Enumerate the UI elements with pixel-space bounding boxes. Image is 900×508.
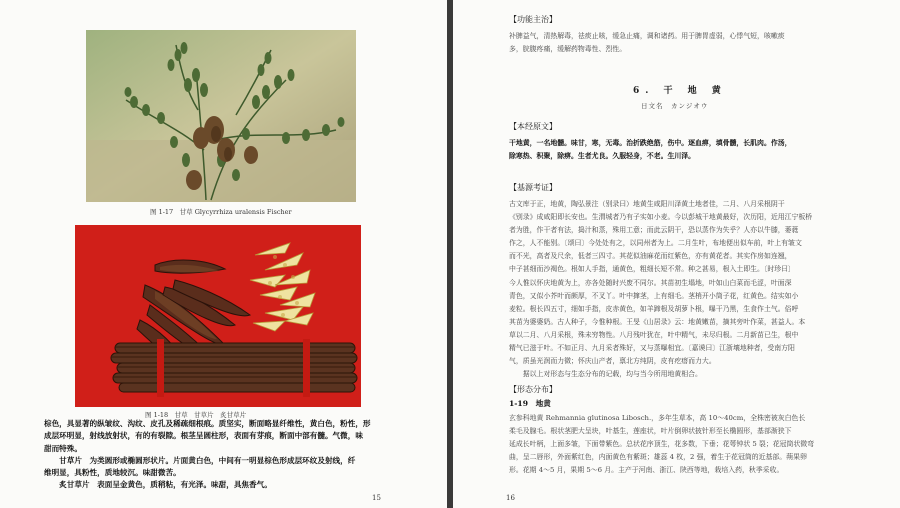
morphology-line: 柔毛及腺毛。根状茎肥大呈块，叶基生，莲座状，叶片倒卵状披针形至长椭圆形，基部渐狭下	[509, 427, 792, 436]
licorice-plant-photo	[86, 30, 356, 202]
description-line: 维明显，具粉性，质地较沉。味甜微苦。	[44, 468, 181, 478]
research-line: 精气已滋于叶。不如正月、九月采者殊好，又与蒸曝相宜。〔嘉谟曰〕江浙壤地种者，受南方阳	[509, 344, 795, 353]
research-line: 者为胜，作干者有法，捣汁和蒸，殊用工意；而此云阴干，恐以蒸作为失乎？人亦以牛膝，萎蕤	[509, 226, 799, 235]
research-line: 据以上对形态与生态分布的记载，均与当今所用地黄相合。	[509, 370, 702, 379]
morphology-line: 曲，呈二唇形，外面紫红色，内面黄色有紫斑；雄蕊 4 枚，2 强，着生于花冠筒的近基部。蒴果卵	[509, 453, 807, 462]
research-line: 草以二月、八月采根，殊未穷物性。八月残叶犹在，叶中精气，未尽归根。二月新苗已生，根中	[509, 330, 799, 339]
left-page	[0, 0, 447, 508]
original-line: 干地黄，一名地髓。味甘，寒，无毒。治折跌绝筋，伤中。逐血痹，填骨髓，长肌肉。作汤，	[509, 139, 792, 147]
research-line: 麦粒。根长四五寸，细如手指，皮赤黄色，如羊蹄根及胡萝卜根，曝干乃黑，生食作土气。俗呼	[509, 304, 799, 313]
research-line: 今人惟以怀庆地黄为上，亦各处随时兴废不同尔。其苗初生塌地，叶如山白菜而毛涩，叶面深	[509, 278, 792, 287]
herb-title: 6. 干 地 黄	[633, 86, 727, 96]
section-heading-efficacy: 【功能主治】	[509, 15, 557, 24]
morphology-line: 形。花期 4～5 月，果期 5～6 月。主产于河南、浙江、陕西等地，栽培入药，秋季采收。	[509, 466, 784, 475]
efficacy-line: 补脾益气，清热解毒，祛痰止咳，缓急止痛，调和诸药。用于脾胃虚弱，心悸气短，咳嗽痰	[509, 32, 785, 40]
right-page	[453, 0, 900, 508]
morphology-text	[509, 412, 881, 477]
figure-1-19-label: 1-19 地黄	[509, 399, 551, 408]
research-line: 作之，人不能别。〔颂曰〕今处处有之，以同州者为上。二月生叶，布地便出似车前，叶上有皱文	[509, 239, 802, 248]
herb-description	[44, 418, 416, 492]
original-text	[509, 137, 881, 162]
figure-1-18-caption: 图 1-18 甘草 甘草片 炙甘草片	[145, 411, 247, 419]
section-heading-research: 【基源考证】	[509, 183, 557, 192]
description-line: 棕色，具显著的纵皱纹、沟纹、皮孔及稀疏细根痕。质坚实，断面略显纤维性，黄白色，粉性，形	[44, 419, 371, 428]
morphology-line: 玄参科地黄 Rehmannia glutinosa Libosch.，多年生草本，高 10～40cm，全株密被灰白色长	[509, 414, 806, 422]
research-line: 古文库于正，地黄，陶弘景注（别录曰）地黄生咸阳川泽黄土地者佳，二月、八月采根阴干	[509, 200, 785, 208]
japanese-name: 日文名 カンジオウ	[641, 102, 709, 110]
morphology-line: 延成长叶柄，上面多皱，下面带紫色。总状花序顶生，花多数，下垂；花萼钟状 5 裂；花冠筒状微弯	[509, 440, 815, 449]
research-line: 气，质虽光润而力微；怀庆山产者，禀北方纯阴，皮有疙瘩而力大。	[509, 357, 716, 366]
page-number: 15	[372, 494, 381, 502]
description-line: 成层环明显，射线放射状，有的有裂隙。根茎呈圆柱形，表面有芽痕，断面中部有髓。气微，味	[44, 431, 363, 441]
research-text	[509, 198, 881, 381]
figure-1-17-caption: 图 1-17 甘草 Glycyrrhiza uralensis Fischer	[150, 208, 292, 216]
efficacy-line: 多，脘腹疼痛，缓解药物毒性、烈性。	[509, 45, 627, 54]
original-line: 除寒热、积聚，除痹。生者尤良。久服轻身，不老。生川泽。	[509, 151, 696, 160]
research-line: 青色，又似小芥叶而颇厚，不叉丫。叶中撺茎，上有细毛。茎梢开小筒子花，红黄色。结实如小	[509, 291, 799, 300]
section-heading-morphology: 【形态分布】	[509, 385, 557, 394]
page-number: 16	[506, 494, 515, 502]
description-line: 甘草片 为类圆形或椭圆形状片。片面黄白色，中间有一明显棕色形成层环纹及射线，纤	[44, 455, 356, 465]
research-line: 而不光，高者及尺余，低者三四寸。其花似油麻花而红紫色，亦有黄花者。其实作房如连翘，	[509, 252, 792, 261]
section-heading-original-text: 【本经原文】	[509, 122, 557, 131]
research-line: 其苗为婆婆奶。古人种子，今惟种根。王旻《山居录》云：地黄嫩苗，摘其旁叶作菜，甚益人。本	[509, 317, 806, 326]
licorice-roots-photo	[75, 225, 361, 407]
research-line: 中子甚细而沙褐色。根如人手指，通黄色，粗细长短不常。种之甚易，根入土即生。〔时珍曰〕	[509, 265, 795, 274]
description-line: 甜而特殊。	[44, 443, 82, 453]
description-line: 炙甘草片 表面呈金黄色，质稍粘，有光泽。味甜，具焦香气。	[44, 480, 272, 490]
research-line: 《别录》成咸阳即长安也。生渭城者乃有子实如小麦。今以彭城干地黄最好，次历阳，近用江宁板桥	[509, 213, 813, 222]
efficacy-text	[509, 30, 881, 56]
